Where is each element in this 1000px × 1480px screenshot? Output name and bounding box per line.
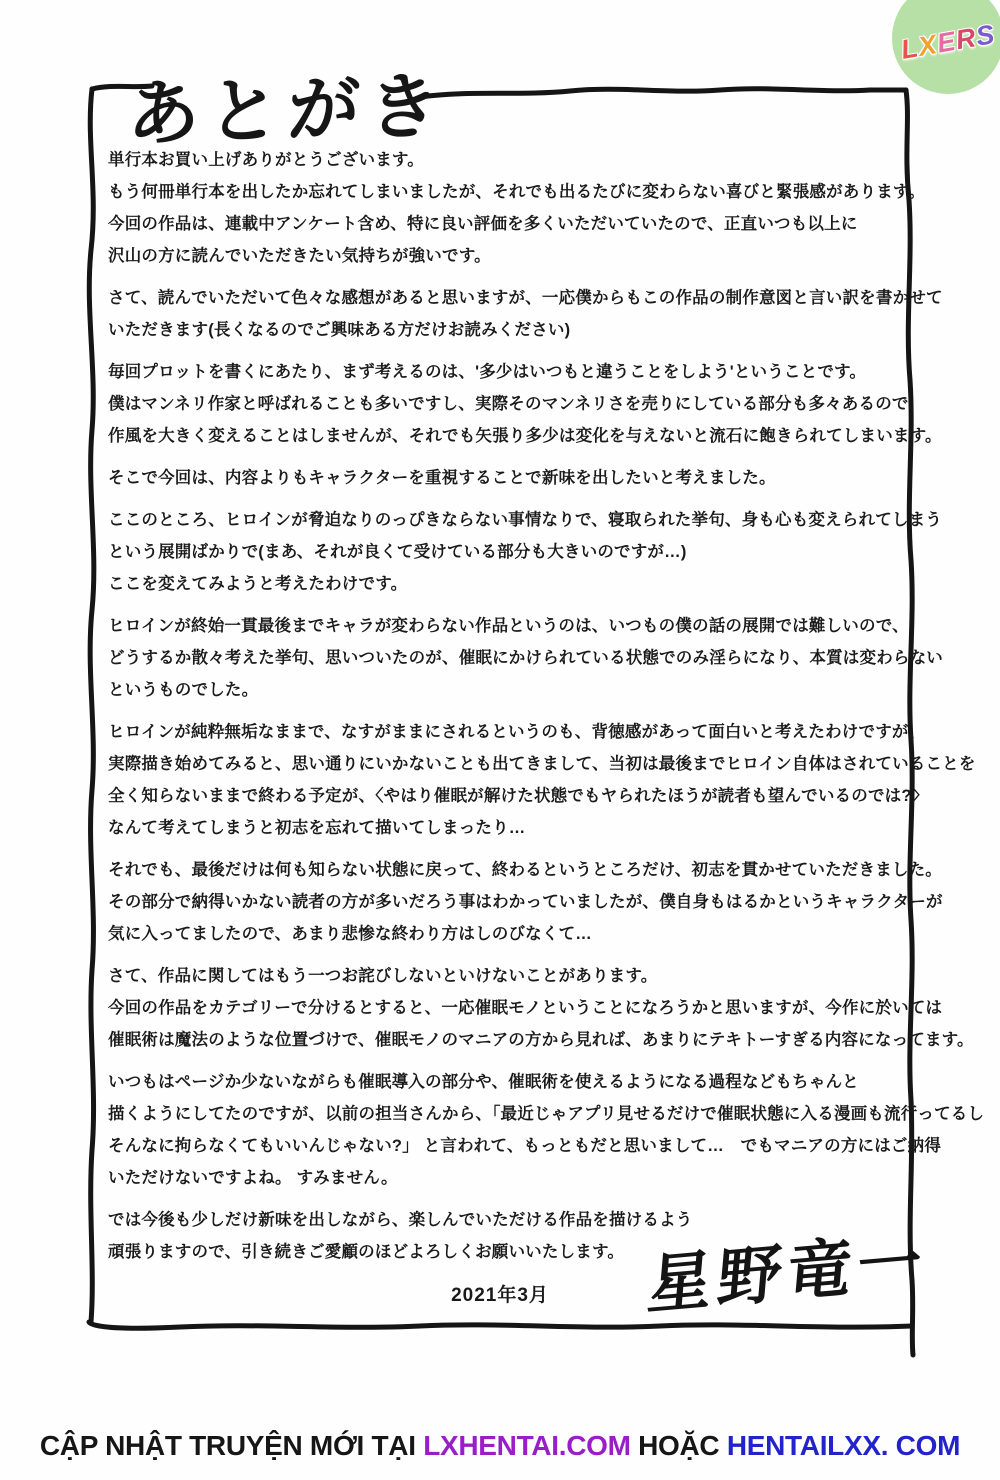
body-line: 今回の作品をカテゴリーで分けるとすると、一応催眠モノということになろうかと思いますが、今作に於いては: [108, 999, 943, 1017]
lxers-logo: [892, 0, 1000, 94]
body-line: 気に入ってましたので、あまり悲惨な終わり方はしのびなくて…: [108, 925, 592, 943]
paragraph: [108, 610, 943, 706]
paragraph: [108, 716, 976, 844]
date-text: 2021年3月: [451, 1285, 549, 1306]
body-line: それでも、最後だけは何も知らない状態に戻って、終わるというところだけ、初志を貫かせていただきました。: [108, 861, 943, 879]
afterword-body: [108, 144, 985, 1278]
paragraph: [108, 504, 943, 600]
body-line: 実際描き始めてみると、思い通りにいかないことも出てきまして、当初は最後までヒロイン自体はされていることを: [108, 755, 976, 773]
body-line: その部分で納得いかない読者の方が多いだろう事はわかっていましたが、僕自身もはるかというキャラクターが: [108, 893, 943, 911]
body-line: ここを変えてみようと考えたわけです。: [108, 575, 408, 593]
body-line: いただけないですよね。 すみません。: [108, 1169, 398, 1187]
paragraph: [108, 144, 925, 272]
body-line: 全く知らないままで終わる予定が、〈やはり催眠が解けた状態でもヤられたほうが読者も望んでいるのでは?〉: [108, 787, 929, 805]
body-line: なんて考えてしまうと初志を忘れて描いてしまったり…: [108, 819, 526, 837]
body-line: 毎回プロットを書くにあたり、まず考えるのは、'多少はいつもと違うことをしよう'ということです。: [108, 363, 867, 381]
body-line: 今回の作品は、連載中アンケート含め、特に良い評価を多くいただいていたので、正直いつも以上に: [108, 215, 858, 233]
author-signature: 星野竜一: [644, 1224, 931, 1322]
body-line: 描くようにしてたのですが、以前の担当さんから、「最近じゃアプリ見せるだけで催眠状態に入る漫画も流行ってるし: [108, 1105, 985, 1123]
body-line: 単行本お買い上げありがとうございます。: [108, 151, 424, 169]
body-line: そんなに拘らなくてもいいんじゃない?」 と言われて、もっともだと思いまして… でもマニアの方にはご納得: [108, 1137, 942, 1155]
body-line: もう何冊単行本を出したか忘れてしまいましたが、それでも出るたびに変わらない喜びと緊張感があります。: [108, 183, 925, 201]
paragraph: [108, 282, 943, 346]
body-line: ヒロインが純粋無垢なままで、なすがままにされるというのも、背徳感があって面白いと考えたわけですが、: [108, 723, 926, 741]
lxers-logo-text: [899, 18, 998, 65]
body-line: そこで今回は、内容よりもキャラクターを重視することで新味を出したいと考えました。: [108, 469, 776, 487]
paragraph: [108, 854, 943, 950]
paragraph: [108, 960, 974, 1056]
footer-middle: HOẶC: [630, 1430, 727, 1461]
footer-site2: HENTAILXX. COM: [726, 1430, 961, 1461]
logo-letter: S: [974, 18, 999, 52]
footer-site1: LXHENTAI.COM: [423, 1430, 631, 1461]
logo-letter: E: [935, 25, 960, 59]
body-line: 僕はマンネリ作家と呼ばれることも多いですし、実際そのマンネリさを売りにしている部分も多々あるので、: [108, 395, 925, 413]
body-line: 作風を大きく変えることはしませんが、それでも矢張り多少は変化を与えないと流石に飽きられてしまいます。: [108, 427, 942, 445]
paragraph: [108, 356, 942, 452]
paragraph: [108, 462, 918, 494]
body-line: どうするか散々考えた挙句、思いついたのが、催眠にかけられている状態でのみ淫らになり、本質は変わらない: [108, 649, 943, 667]
body-line: さて、読んでいただいて色々な感想があると思いますが、一応僕からもこの作品の制作意図と言い訳を書かせて: [108, 289, 943, 307]
body-line: いつもはページか少ないながらも催眠導入の部分や、催眠術を使えるようになる過程などもちゃんと: [108, 1073, 859, 1091]
body-line: では今後も少しだけ新味を出しながら、楽しんでいただける作品を描けるよう: [108, 1211, 693, 1229]
footer-credit: [0, 1430, 1000, 1462]
logo-letter: L: [899, 31, 922, 65]
logo-letter: X: [916, 28, 941, 62]
body-line: というものでした。: [108, 681, 259, 699]
paragraph: [108, 1066, 985, 1194]
logo-letter: R: [953, 21, 980, 55]
footer-prefix: CẬP NHẬT TRUYỆN MỚI TẠI: [39, 1430, 424, 1461]
body-line: ここのところ、ヒロインが脅迫なりのっぴきならない事情なりで、寝取られた挙句、身も心も変えられてしまう: [108, 511, 943, 529]
page-title: あとがき: [125, 66, 450, 156]
body-line: 沢山の方に読んでいただきたい気持ちが強いです。: [108, 247, 491, 265]
body-line: 頑張りますので、引き続きご愛顧のほどよろしくお願いいたします。: [108, 1243, 625, 1261]
body-line: さて、作品に関してはもう一つお詫びしないといけないことがあります。: [108, 967, 658, 985]
body-line: ヒロインが終始一貫最後までキャラが変わらない作品というのは、いつもの僕の話の展開では難しいので、: [108, 617, 909, 635]
body-line: という展開ばかりで(まあ、それが良くて受けている部分も大きいのですが…): [108, 543, 687, 561]
body-line: いただきます(長くなるのでご興味ある方だけお読みください): [108, 321, 571, 339]
body-line: 催眠術は魔法のような位置づけで、催眠モノのマニアの方から見れば、あまりにテキトーすぎる内容になってます。: [108, 1031, 974, 1049]
